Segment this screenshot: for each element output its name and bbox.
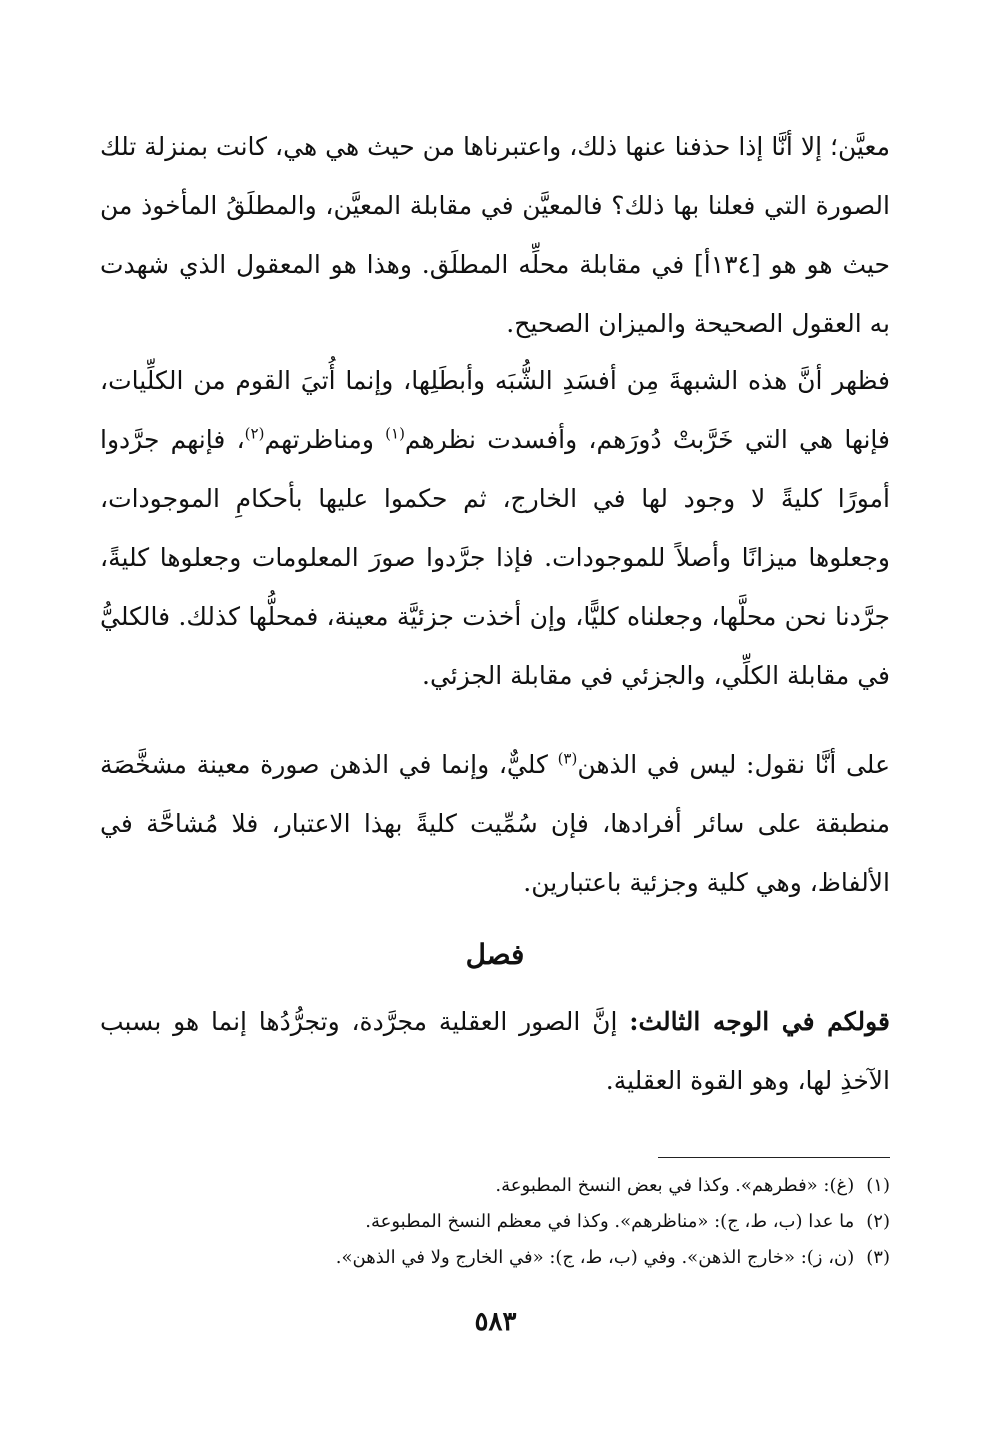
footnote-ref-3: (٣)	[557, 749, 578, 768]
footnote-1-text: (غ): «فطرهم». وكذا في بعض النسخ المطبوعة.	[495, 1175, 855, 1196]
paragraph-3	[100, 735, 890, 912]
footnote-3-text: (ن، ز): «خارج الذهن». وفي (ب، ط، ج): «في الخارج ولا في الذهن».	[335, 1247, 855, 1268]
footnote-2	[100, 1204, 890, 1240]
paragraph-1	[100, 117, 890, 353]
section-heading: فصل	[465, 938, 525, 971]
footnote-1-number: (١)	[866, 1175, 890, 1196]
footnote-1	[100, 1168, 890, 1204]
footnotes-list	[100, 1168, 890, 1276]
paragraph-4-lead: قولكم في الوجه الثالث:	[629, 1007, 890, 1036]
footnote-2-number: (٢)	[866, 1211, 890, 1232]
page-number: ٥٨٣	[474, 1307, 517, 1337]
footnote-separator	[658, 1157, 890, 1158]
paragraph-2-text-a: فظهر أنَّ هذه الشبهةَ مِن أفسَدِ الشُّبَه وأبطَلِها، وإنما أُتيَ القوم من الكلِّيات، فإنها هي التي خَرَّبتْ دُورَهم، وأفسدت نظرهم	[100, 366, 890, 454]
paragraph-3-text-b: كليٌّ، وإنما في الذهن صورة معينة مشخَّصَة منطبقة على سائر أفرادها، فإن سُمِّيت كليةً بهذا الاعتبار، فلا مُشاحَّة في الألفاظ، وهي كلية وجزئية باعتبارين.	[100, 750, 890, 897]
paragraph-3-text-a: على أنَّا نقول: ليس في الذهن	[577, 750, 890, 779]
footnote-ref-1: (١)	[385, 424, 405, 443]
paragraph-4	[100, 992, 890, 1110]
footnote-2-text: ما عدا (ب، ط، ج): «مناظرهم». وكذا في معظم النسخ المطبوعة.	[365, 1211, 855, 1232]
footnote-3	[100, 1240, 890, 1276]
paragraph-2-text-c: ، فإنهم جرَّدوا أمورًا كليةً لا وجود لها في الخارج، ثم حكموا عليها بأحكامِ الموجودات، وجعلوها ميزانًا وأصلاً للموجودات. فإذا جرَّدوا صورَ المعلومات وجعلوها كليةً، جرَّدنا نحن محلَّها، وجعلناه كليًّا، وإن أخذت جزئيَّة معينة، فمحلُّها كذلك. فالكليُّ في مقابلة الكلِّي، والجزئي في مقابلة الجزئي.	[100, 425, 890, 690]
paragraph-2-text-b: ومناظرتهم	[264, 425, 386, 454]
footnote-3-number: (٣)	[866, 1247, 890, 1268]
paragraph-1-text: معيَّن؛ إلا أنَّا إذا حذفنا عنها ذلك، واعتبرناها من حيث هي هي، كانت بمنزلة تلك الصورة التي فعلنا بها ذلك؟ فالمعيَّن في مقابلة المعيَّن، والمطلَقُ المأخوذ من حيث هو هو [١٣٤أ] في مقابلة محلِّه المطلَق. وهذا هو المعقول الذي شهدت به العقول الصحيحة والميزان الصحيح.	[100, 132, 890, 338]
paragraph-2	[100, 351, 890, 705]
footnote-ref-2: (٢)	[244, 424, 265, 443]
paragraph-4-text: إنَّ الصور العقلية مجرَّدة، وتجرُّدُها إنما هو بسبب الآخذِ لها، وهو القوة العقلية.	[100, 1007, 890, 1095]
